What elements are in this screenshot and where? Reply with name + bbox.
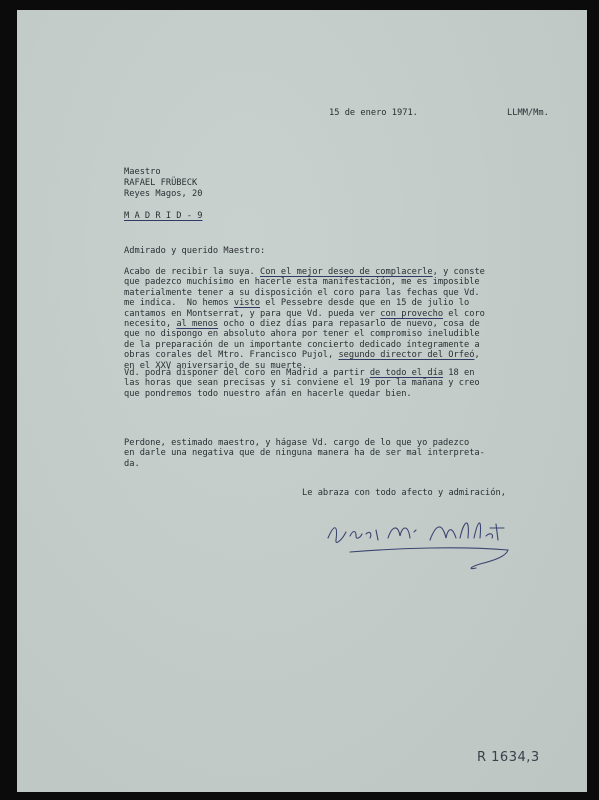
paragraph-line: que no dispongo en absoluto ahora por tener el compromiso ineludible	[124, 329, 480, 340]
paragraph-line: Vd. podrá disponer del coro en Madrid a partir de todo el día 18 en	[124, 368, 475, 378]
paragraph-line: obras corales del Mtro. Francisco Pujol, segundo director del Orfeó,	[124, 350, 480, 361]
underlined-phrase: segundo director del Orfeó	[338, 350, 475, 361]
paragraph-line: las horas que sean precisas y si conviene el 19 por la mañana y creo	[124, 378, 480, 389]
paragraph-line: que padezco muchísimo en hacerle esta manifestación, me es imposible	[124, 277, 480, 288]
underlined-phrase: de todo el día	[369, 368, 444, 378]
underlined-phrase: Con el mejor deseo de complacerle	[260, 267, 433, 277]
paragraph-line: que pondremos todo nuestro afán en hacerle quedar bien.	[124, 388, 412, 399]
handwritten-signature	[320, 510, 520, 580]
paragraph-line: en el XXV aniversario de su muerte.	[124, 360, 308, 371]
paragraph-line: materialmente tener a su disposición el coro para las fechas que Vd.	[124, 287, 480, 298]
paragraph-3	[124, 438, 564, 469]
closing-line: Le abraza con todo afecto y admiración,	[302, 488, 506, 498]
paragraph-line: Acabo de recibir la suya. Con el mejor deseo de complacerle, y conste	[124, 267, 485, 277]
paragraph-1	[124, 267, 564, 371]
paragraph-line: Perdone, estimado maestro, y hágase Vd. cargo de lo que yo padezco	[124, 438, 470, 448]
underlined-phrase: visto	[233, 298, 260, 309]
underlined-phrase: con provecho	[380, 308, 444, 319]
archive-mark: R 1634,3	[477, 750, 540, 765]
paragraph-line: en darle una negativa que de ninguna manera ha de ser mal interpreta-	[124, 448, 485, 459]
letter-date: 15 de enero 1971.	[329, 108, 418, 118]
recipient-city: M A D R I D - 9	[124, 211, 203, 221]
paragraph-line: necesito, al menos ocho o diez días para repasarlo de nuevo, cosa de	[124, 319, 480, 330]
paragraph-line: cantamos en Montserrat, y para que Vd. pueda ver con provecho el coro	[124, 308, 485, 319]
paragraph-2	[124, 368, 564, 399]
letter-page	[17, 10, 587, 792]
recipient-name: RAFAEL FRÜBECK	[124, 178, 198, 188]
recipient-title: Maestro	[124, 167, 161, 177]
salutation: Admirado y querido Maestro:	[124, 246, 266, 256]
paragraph-line: da.	[124, 458, 140, 469]
reference-code: LLMM/Mm.	[507, 108, 549, 118]
underlined-phrase: al menos	[176, 319, 219, 330]
paragraph-line: de la preparación de un importante concierto dedicado íntegramente a	[124, 339, 480, 350]
paragraph-line: me indica. No hemos visto el Pessebre desde que en 15 de julio lo	[124, 298, 470, 309]
recipient-street: Reyes Magos, 20	[124, 189, 203, 199]
